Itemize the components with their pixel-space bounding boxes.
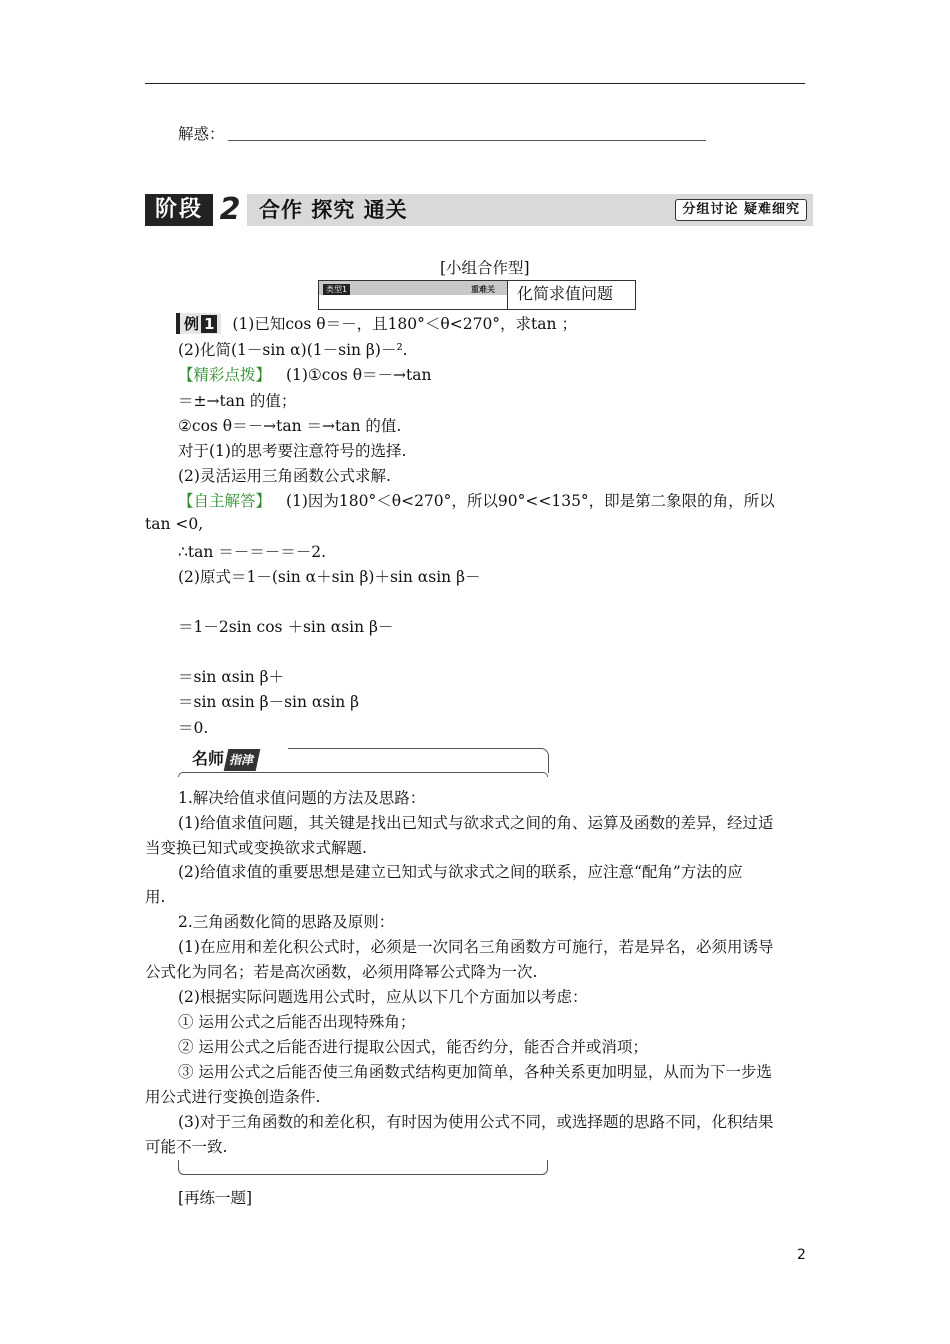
stage-number: 2 <box>213 194 247 226</box>
hint-text-4: 对于(1)的思考要注意符号的选择. <box>178 442 407 460</box>
type-tag: 类型1 <box>323 284 350 295</box>
solution-text-5: ＝1－2sin cos ＋sin αsin β－ <box>178 618 394 636</box>
hint-line-1 <box>178 363 431 385</box>
example-question-2: (2)化简(1－sin α)(1－sin β)－². <box>178 341 408 359</box>
solution-text-7: ＝sin αsin β－sin αsin β <box>178 693 360 711</box>
example-number: 1 <box>201 315 217 333</box>
stage-title: 合作 探究 通关 <box>259 198 408 222</box>
mingshi-tag: 指津 <box>224 749 261 771</box>
mingshi-p9a: ③ 运用公式之后能否使三角函数式结构更加简单，各种关系更加明显，从而为下一步选 <box>178 1063 772 1081</box>
mingshi-p6: (2)根据实际问题选用公式时，应从以下几个方面加以考虑： <box>178 988 588 1006</box>
mingshi-header <box>178 748 546 776</box>
stage-subtitle: 分组讨论 疑难细究 <box>675 199 807 221</box>
mingshi-p2b: 当变换已知式或变换欲求式解题. <box>145 839 367 857</box>
jiehuo-blank-line <box>228 140 706 141</box>
solution-text-6: ＝sin αsin β＋ <box>178 668 285 686</box>
solution-text-1: (1)因为180°＜θ<270°，所以90°<<135°，即是第二象限的角，所以 <box>285 492 775 510</box>
mingshi-p3a: (2)给值求值的重要思想是建立已知式与欲求式之间的联系，应注意“配角”方法的应 <box>178 863 743 881</box>
mingshi-p8: ② 运用公式之后能否进行提取公因式，能否约分，能否合并或消项； <box>178 1038 648 1056</box>
mingshi-p1: 1.解决给值求值问题的方法及思路： <box>178 789 426 807</box>
mingshi-p9b: 用公式进行变换创造条件. <box>145 1088 321 1106</box>
mingshi-p4: 2.三角函数化简的思路及原则： <box>178 913 395 931</box>
mingshi-p2a: (1)给值求值问题，其关键是找出已知式与欲求式之间的角、运算及函数的差异，经过适 <box>178 814 774 832</box>
solution-text-4: (2)原式＝1－(sin α＋sin β)＋sin αsin β－ <box>178 568 481 586</box>
mingshi-bottom-border <box>178 1160 548 1175</box>
page-number: 2 <box>797 1247 806 1263</box>
mingshi-label <box>188 748 262 770</box>
type-title: 化简求值问题 <box>517 284 614 303</box>
type-box-left <box>319 281 508 309</box>
type-box <box>318 280 636 310</box>
solution-text-3: ∴tan ＝－＝－＝－2. <box>178 543 327 561</box>
mingshi-p7: ① 运用公式之后能否出现特殊角； <box>178 1013 416 1031</box>
hint-text-2: ＝±→tan 的值； <box>178 392 297 410</box>
example-line-1 <box>176 312 577 334</box>
stage-label: 阶段 <box>145 194 213 226</box>
stage-banner <box>145 194 813 226</box>
example-tag-text: 例 <box>184 315 200 333</box>
solution-label: 【自主解答】 <box>178 492 272 510</box>
jiehuo-label: 解惑： <box>178 125 225 143</box>
practice-label: [再练一题] <box>178 1189 253 1207</box>
mingshi-p10b: 可能不一致. <box>145 1138 228 1156</box>
mingshi-hook <box>288 748 549 773</box>
solution-text-2: tan <0, <box>145 515 204 533</box>
solution-text-8: ＝0. <box>178 719 209 737</box>
hint-text-1: (1)①cos θ＝－→tan <box>285 366 432 384</box>
mingshi-p5a: (1)在应用和差化积公式时，必须是一次同名三角函数方可施行，若是异名，必须用诱导 <box>178 938 774 956</box>
example-question-1: (1)已知cos θ＝－，且180°＜θ<270°，求tan ； <box>232 315 577 333</box>
solution-line-1 <box>178 489 775 511</box>
mingshi-p10a: (3)对于三角函数的和差化积，有时因为使用公式不同，或选择题的思路不同，化积结果 <box>178 1113 774 1131</box>
top-rule <box>145 83 805 84</box>
hint-label: 【精彩点拨】 <box>178 366 272 384</box>
group-type-label: [小组合作型] <box>440 259 530 277</box>
mingshi-p3b: 用. <box>145 888 166 906</box>
hint-text-3: ②cos θ＝－→tan ＝→tan 的值. <box>178 417 402 435</box>
mingshi-p5b: 公式化为同名；若是高次函数，必须用降幂公式降为一次. <box>145 963 538 981</box>
type-tag-secondary: 重难关 <box>471 285 495 294</box>
example-tag <box>176 313 221 334</box>
hint-text-5: (2)灵活运用三角函数公式求解. <box>178 467 391 485</box>
mingshi-label-text: 名师 <box>192 749 225 768</box>
